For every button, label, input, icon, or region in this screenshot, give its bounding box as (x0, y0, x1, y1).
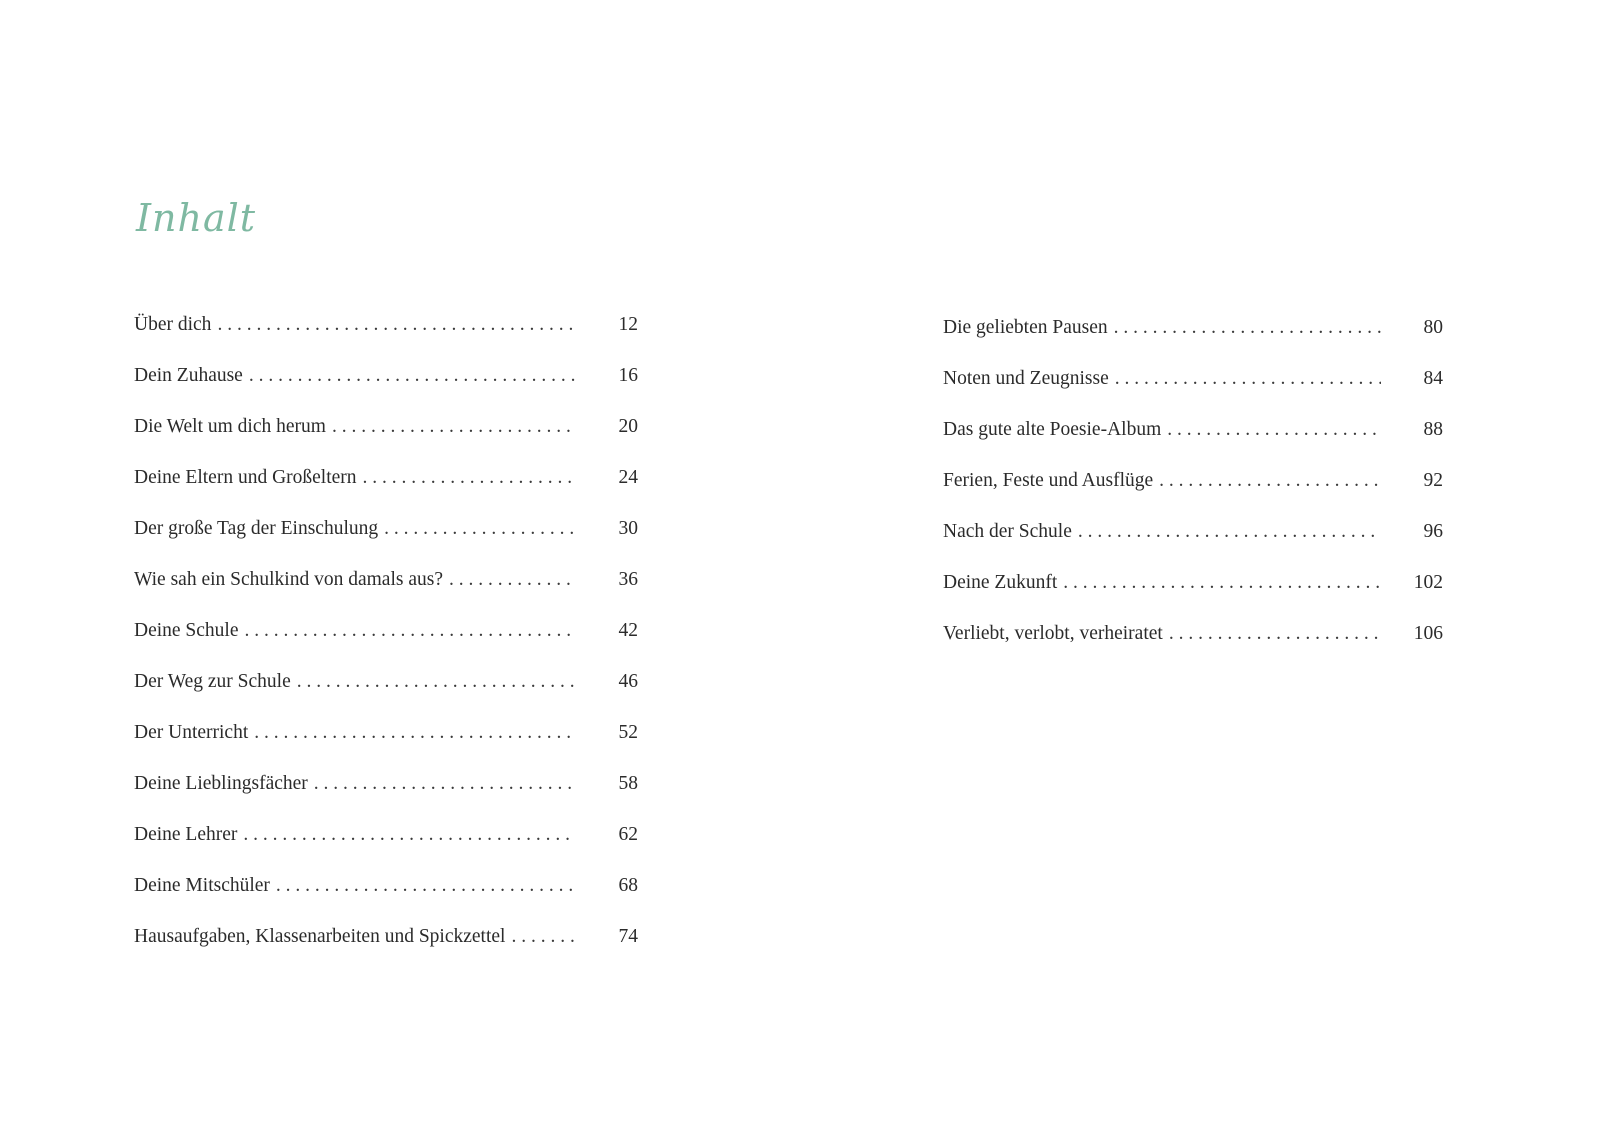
toc-entry (134, 773, 638, 824)
toc-dot-leader (243, 824, 576, 846)
toc-entry-title: Der Weg zur Schule (134, 671, 291, 692)
toc-entry (134, 620, 638, 671)
toc-entry-title: Deine Eltern und Großeltern (134, 467, 357, 488)
toc-entry (134, 518, 638, 569)
toc-entry-page: 106 (1413, 623, 1443, 644)
toc-entry-title: Deine Lehrer (134, 824, 238, 845)
toc-dot-leader (1063, 572, 1381, 594)
toc-entry-page: 88 (1423, 419, 1443, 440)
toc-dot-leader (1169, 623, 1381, 645)
toc-entry-page: 102 (1413, 572, 1443, 593)
toc-entry-page: 74 (618, 926, 638, 947)
toc-entry-page: 62 (618, 824, 638, 845)
toc-entry (943, 317, 1443, 368)
toc-entry (943, 572, 1443, 623)
toc-entry-title: Über dich (134, 314, 212, 335)
toc-dot-leader (1114, 317, 1381, 339)
toc-entry-title: Hausaufgaben, Klassenarbeiten und Spickzettel (134, 926, 506, 947)
toc-dot-leader (217, 314, 576, 336)
toc-dot-leader (1078, 521, 1381, 543)
toc-entry-title: Der Unterricht (134, 722, 249, 743)
toc-entry (134, 824, 638, 875)
toc-entry (134, 722, 638, 773)
toc-entry-page: 16 (618, 365, 638, 386)
toc-entry-page: 46 (618, 671, 638, 692)
toc-entry-title: Ferien, Feste und Ausflüge (943, 470, 1154, 491)
toc-left-column (134, 314, 638, 977)
toc-entry-title: Der große Tag der Einschulung (134, 518, 379, 539)
toc-dot-leader (254, 722, 576, 744)
toc-dot-leader (276, 875, 576, 897)
toc-entry (134, 875, 638, 926)
toc-entry-title: Deine Lieblingsfächer (134, 773, 308, 794)
toc-entry-title: Verliebt, verlobt, verheiratet (943, 623, 1163, 644)
toc-dot-leader (1167, 419, 1381, 441)
toc-dot-leader (332, 416, 576, 438)
toc-entry-title: Deine Zukunft (943, 572, 1058, 593)
toc-entry (134, 467, 638, 518)
toc-entry (134, 314, 638, 365)
toc-entry-page: 92 (1423, 470, 1443, 491)
toc-entry-title: Nach der Schule (943, 521, 1072, 542)
toc-entry-page: 36 (618, 569, 638, 590)
toc-entry-page: 52 (618, 722, 638, 743)
toc-dot-leader (245, 620, 576, 642)
toc-entry-page: 96 (1423, 521, 1443, 542)
toc-entry-page: 30 (618, 518, 638, 539)
toc-dot-leader (449, 569, 576, 591)
toc-right-column (943, 317, 1443, 674)
toc-entry-title: Das gute alte Poesie-Album (943, 419, 1162, 440)
toc-entry-title: Dein Zuhause (134, 365, 243, 386)
toc-entry-page: 12 (618, 314, 638, 335)
toc-entry (943, 521, 1443, 572)
toc-entry-title: Noten und Zeugnisse (943, 368, 1109, 389)
toc-entry (943, 368, 1443, 419)
toc-dot-leader (1159, 470, 1381, 492)
toc-entry-page: 84 (1423, 368, 1443, 389)
toc-entry-page: 58 (618, 773, 638, 794)
toc-entry (943, 623, 1443, 674)
toc-entry-title: Deine Schule (134, 620, 239, 641)
page-title: Inhalt (136, 196, 257, 240)
toc-entry (943, 470, 1443, 521)
toc-entry-page: 20 (618, 416, 638, 437)
toc-dot-leader (249, 365, 576, 387)
toc-entry-title: Die geliebten Pausen (943, 317, 1108, 338)
toc-entry-page: 80 (1423, 317, 1443, 338)
toc-entry-page: 42 (618, 620, 638, 641)
toc-entry-page: 24 (618, 467, 638, 488)
toc-dot-leader (314, 773, 576, 795)
toc-dot-leader (297, 671, 576, 693)
toc-entry (134, 569, 638, 620)
toc-entry-page: 68 (618, 875, 638, 896)
toc-entry-title: Wie sah ein Schulkind von damals aus? (134, 569, 443, 590)
toc-dot-leader (511, 926, 576, 948)
toc-entry (134, 416, 638, 467)
toc-entry (134, 365, 638, 416)
toc-dot-leader (363, 467, 576, 489)
toc-entry-title: Deine Mitschüler (134, 875, 270, 896)
toc-entry-title: Die Welt um dich herum (134, 416, 326, 437)
toc-entry (134, 926, 638, 977)
toc-dot-leader (384, 518, 576, 540)
toc-dot-leader (1115, 368, 1381, 390)
toc-entry (943, 419, 1443, 470)
toc-entry (134, 671, 638, 722)
